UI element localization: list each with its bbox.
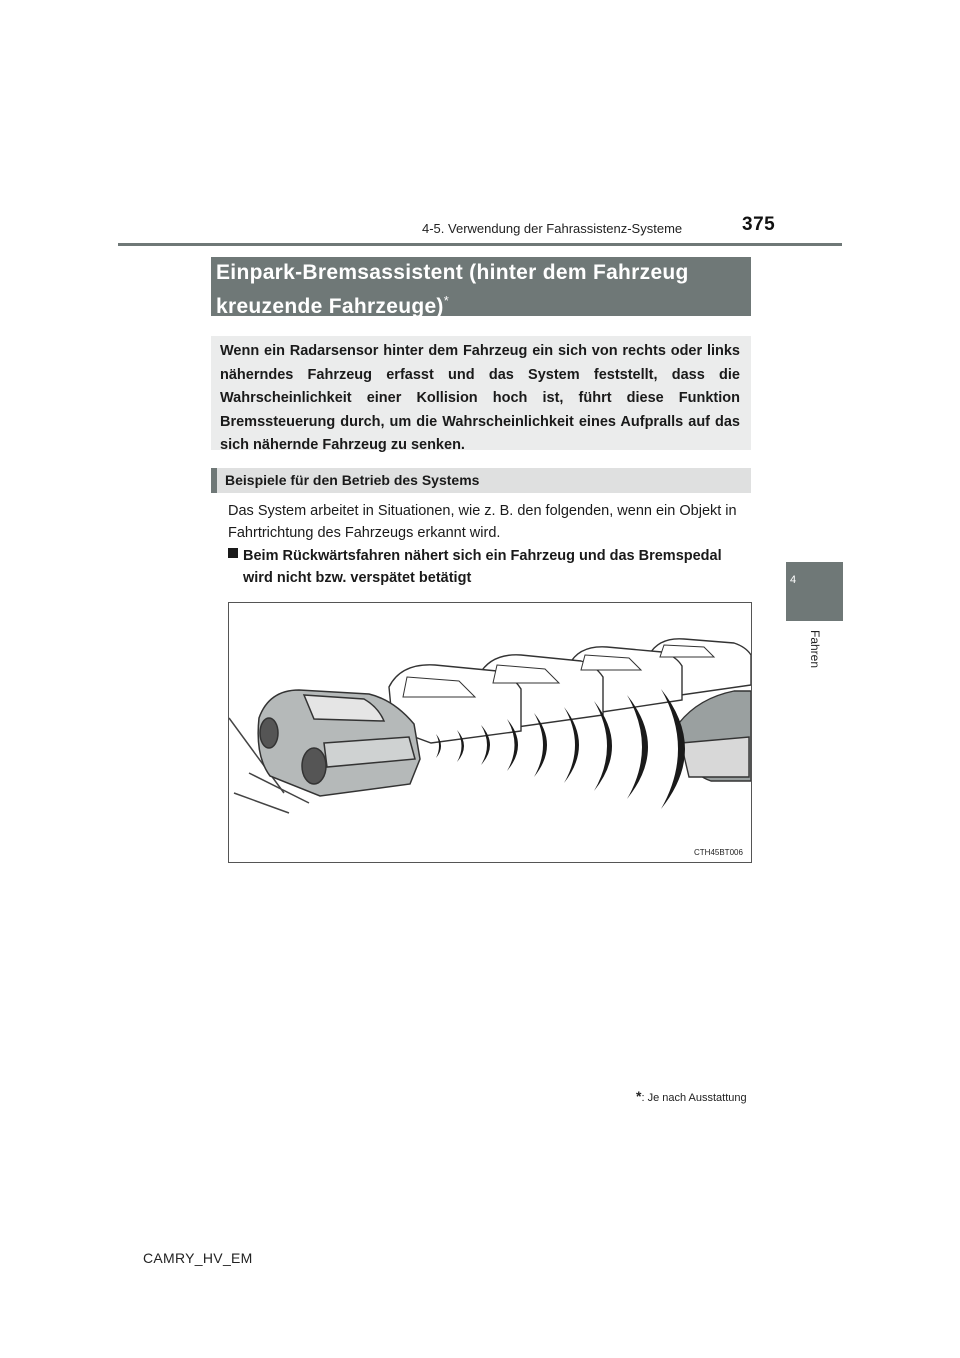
figure-code: CTH45BT006: [694, 848, 743, 857]
approaching-car: [679, 691, 751, 781]
footnote: [636, 1088, 747, 1104]
bullet-text: Beim Rückwärtsfahren nähert sich ein Fahrzeug und das Bremspedal wird nicht bzw. verspätet betätigt: [243, 548, 722, 586]
footnote-star: *: [636, 1088, 642, 1104]
footer-code: CAMRY_HV_EM: [143, 1250, 253, 1266]
header-rule: [118, 243, 842, 246]
subheading: Beispiele für den Betrieb des Systems: [225, 472, 480, 488]
chapter-label: Fahren: [808, 630, 822, 669]
page-title: [216, 259, 746, 321]
illustration-frame: [228, 602, 752, 863]
parking-illustration: [229, 603, 751, 862]
bullet-square-icon: [228, 548, 238, 558]
page-number: 375: [742, 214, 776, 235]
running-header: 4-5. Verwendung der Fahrassistenz-Systeme: [422, 221, 683, 236]
chapter-number: 4: [790, 574, 797, 586]
intro-text: Wenn ein Radarsensor hinter dem Fahrzeug ein sich von rechts oder links näherndes Fahrzeug erfasst und das System feststellt, dass die Wahrscheinlichkeit einer Kollision hoch ist, führt diese Funktion Bremssteuerung durch, um die Wahrscheinlichkeit eines Aufpralls auf das sich nähernde Fahrzeug zu senken.: [220, 343, 740, 453]
title-star: *: [443, 293, 450, 308]
chapter-tab: [786, 562, 843, 621]
title-text: Einpark-Bremsassistent (hinter dem Fahrzeug kreuzende Fahrzeuge): [216, 261, 689, 318]
body-paragraph: Das System arbeitet in Situationen, wie z. B. den folgenden, wenn ein Objekt in Fahrtrichtung des Fahrzeugs erkannt wird.: [228, 503, 737, 541]
subheading-accent: [211, 468, 217, 493]
own-car: [258, 690, 420, 796]
footnote-text: : Je nach Ausstattung: [641, 1092, 747, 1104]
